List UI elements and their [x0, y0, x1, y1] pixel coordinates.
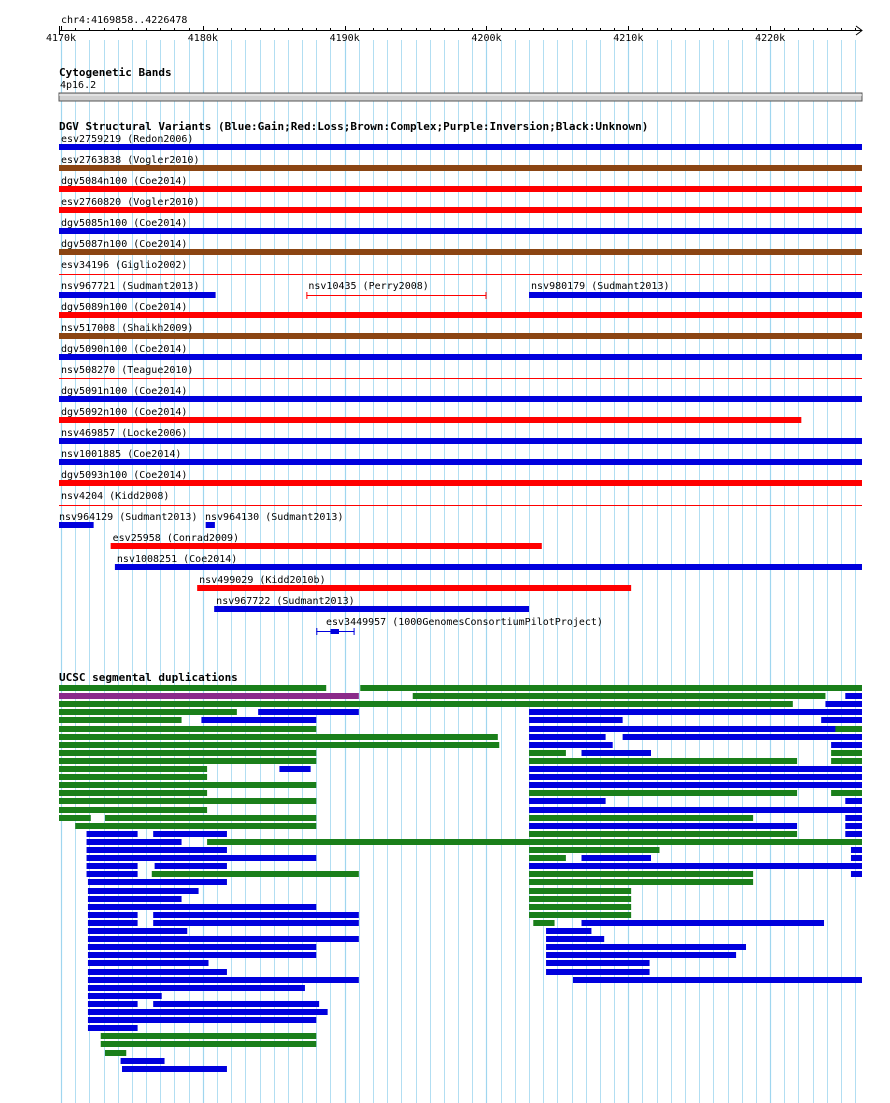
segdup-feature [88, 879, 227, 885]
dgv-feature-label[interactable]: nsv967721 (Sudmant2013) [61, 281, 200, 292]
segdup-feature [88, 912, 138, 918]
segdup-feature [59, 693, 359, 699]
dgv-feature-label[interactable]: dgv5087n100 (Coe2014) [61, 239, 188, 250]
segdup-feature [529, 871, 753, 877]
segdup-feature [279, 766, 310, 772]
location-label: chr4:4169858..4226478 [61, 15, 188, 26]
segdup-feature [845, 815, 862, 821]
segdup-feature [851, 855, 862, 861]
segdup-feature [529, 774, 862, 780]
segdup-feature [88, 969, 227, 975]
segdup-feature [529, 742, 613, 748]
segdup-feature [59, 766, 207, 772]
ruler-tick-label: 4190k [329, 33, 360, 44]
dgv-feature-label[interactable]: nsv4204 (Kidd2008) [61, 491, 170, 502]
segdup-feature [105, 815, 316, 821]
segdup-feature [258, 709, 359, 715]
segdup-feature [546, 969, 650, 975]
segdup-feature [105, 1050, 126, 1056]
segdup-feature [529, 807, 862, 813]
segdup-feature [845, 831, 862, 837]
segdup-feature [546, 928, 591, 934]
segdup-feature [75, 823, 316, 829]
segdup-feature [201, 717, 316, 723]
dgv-feature-label[interactable]: nsv964129 (Sudmant2013) [59, 512, 198, 523]
dgv-feature-label[interactable]: nsv964130 (Sudmant2013) [205, 512, 344, 523]
ruler-tick-label: 4180k [187, 33, 218, 44]
ruler-tick-label: 4220k [755, 33, 786, 44]
segdup-feature [851, 847, 862, 853]
segdup-feature [88, 944, 316, 950]
segdup-feature [59, 798, 316, 804]
dgv-feature-label[interactable]: nsv1008251 (Coe2014) [116, 554, 238, 565]
segdup-feature [59, 790, 207, 796]
dgv-feature-label[interactable]: esv25958 (Conrad2009) [112, 533, 240, 544]
segdup-feature [529, 790, 797, 796]
segdup-feature [546, 960, 650, 966]
dgv-feature-block [330, 629, 339, 634]
segdup-feature [59, 774, 207, 780]
dgv-feature-label[interactable]: esv2760820 (Vogler2010) [61, 197, 200, 208]
segdup-feature [546, 936, 604, 942]
segdup-feature [533, 920, 554, 926]
segdup-feature [835, 726, 862, 732]
segdup-feature [529, 782, 862, 788]
segdup-feature [546, 952, 736, 958]
dgv-feature-label[interactable]: dgv5089n100 (Coe2014) [61, 302, 188, 313]
dgv-feature-label[interactable]: nsv469857 (Locke2006) [61, 428, 188, 439]
segdup-feature [529, 879, 753, 885]
segdup-feature [413, 693, 826, 699]
segdup-feature [831, 750, 862, 756]
cytoband-track-title[interactable]: Cytogenetic Bands [59, 66, 172, 79]
segdup-feature [529, 734, 606, 740]
segdup-feature [59, 742, 499, 748]
segdup-feature [88, 888, 199, 894]
dgv-feature-label[interactable]: dgv5085n100 (Coe2014) [61, 218, 188, 229]
dgv-feature-label[interactable]: dgv5092n100 (Coe2014) [61, 407, 188, 418]
segdup-feature [122, 1066, 227, 1072]
dgv-feature-label[interactable]: dgv5093n100 (Coe2014) [61, 470, 188, 481]
segdup-feature [87, 839, 182, 845]
dgv-feature-label[interactable]: nsv508270 (Teague2010) [61, 365, 194, 376]
segdup-feature [529, 863, 862, 869]
segdup-feature [529, 758, 797, 764]
segdup-feature [87, 831, 138, 837]
segdup-feature [546, 944, 746, 950]
segdup-feature [88, 1001, 138, 1007]
segdup-feature [529, 709, 862, 715]
segdup-feature [59, 685, 326, 691]
segdup-feature [582, 855, 651, 861]
segdup-track-title[interactable]: UCSC segmental duplications [59, 671, 238, 684]
segdup-feature [529, 912, 631, 918]
segdup-feature [88, 896, 182, 902]
segdup-feature [851, 871, 862, 877]
segdup-feature [573, 977, 862, 983]
segdup-feature [529, 823, 797, 829]
segdup-feature [121, 1058, 165, 1064]
dgv-feature-label[interactable]: nsv10435 (Perry2008) [308, 281, 429, 292]
segdup-feature [153, 912, 359, 918]
segdup-feature [529, 831, 797, 837]
segdup-feature [59, 717, 182, 723]
segdup-feature [59, 758, 316, 764]
segdup-feature [59, 815, 91, 821]
segdup-feature [152, 871, 359, 877]
segdup-feature [623, 734, 862, 740]
cytoband-name: 4p16.2 [60, 80, 97, 91]
segdup-feature [88, 952, 316, 958]
dgv-feature-label[interactable]: nsv1001885 (Coe2014) [61, 449, 182, 460]
segdup-feature [529, 815, 753, 821]
dgv-feature-label[interactable]: dgv5090n100 (Coe2014) [61, 344, 188, 355]
segdup-feature [59, 782, 316, 788]
segdup-feature [529, 717, 623, 723]
segdup-feature [582, 750, 651, 756]
segdup-feature [59, 709, 237, 715]
segdup-feature [529, 904, 631, 910]
dgv-feature-label[interactable]: esv2763838 (Vogler2010) [61, 155, 200, 166]
segdup-feature [155, 863, 227, 869]
segdup-feature [88, 920, 138, 926]
segdup-feature [360, 685, 862, 691]
segdup-feature [825, 701, 862, 707]
dgv-feature-label[interactable]: esv34196 (Giglio2002) [61, 260, 188, 271]
segdup-feature [88, 977, 359, 983]
segdup-feature [87, 863, 138, 869]
segdup-feature [831, 742, 862, 748]
segdup-feature [821, 717, 862, 723]
segdup-feature [88, 1009, 328, 1015]
segdup-feature [88, 993, 162, 999]
segdup-feature [88, 904, 316, 910]
segdup-feature [529, 750, 566, 756]
dgv-feature-label[interactable]: nsv980179 (Sudmant2013) [531, 281, 670, 292]
segdup-feature [87, 847, 227, 853]
segdup-feature [88, 1025, 138, 1031]
segdup-feature [59, 734, 498, 740]
segdup-feature [582, 920, 825, 926]
segdup-feature [59, 807, 207, 813]
segdup-feature [88, 1017, 316, 1023]
segdup-feature [153, 831, 227, 837]
segdup-feature [529, 766, 862, 772]
segdup-feature [207, 839, 862, 845]
segdup-feature [153, 920, 359, 926]
segdup-feature [88, 928, 187, 934]
segdup-feature [59, 701, 793, 707]
segdup-feature [59, 726, 316, 732]
segdup-feature [88, 936, 359, 942]
segdup-feature [845, 798, 862, 804]
dgv-feature-label[interactable]: dgv5084n100 (Coe2014) [61, 176, 188, 187]
segdup-feature [529, 888, 631, 894]
dgv-feature-label[interactable]: esv2759219 (Redon2006) [61, 134, 194, 145]
dgv-feature-label[interactable]: esv3449957 (1000GenomesConsortiumPilotProject) [326, 617, 603, 628]
segdup-feature [831, 758, 862, 764]
dgv-feature-label[interactable]: dgv5091n100 (Coe2014) [61, 386, 188, 397]
segdup-feature [88, 985, 305, 991]
segdup-feature [87, 855, 317, 861]
dgv-feature-label[interactable]: nsv499029 (Kidd2010b) [199, 575, 326, 586]
segdup-feature [845, 693, 862, 699]
segdup-feature [101, 1041, 317, 1047]
cytoband-bar [59, 93, 862, 101]
ruler-tick-label: 4200k [471, 33, 502, 44]
segdup-feature [529, 896, 631, 902]
ruler-tick-label: 4170k [45, 33, 77, 44]
dgv-feature-label[interactable]: nsv517008 (Shaikh2009) [61, 323, 194, 334]
segdup-feature [529, 798, 606, 804]
segdup-feature [831, 790, 862, 796]
segdup-feature [59, 750, 316, 756]
segdup-feature [153, 1001, 319, 1007]
segdup-feature [88, 960, 209, 966]
segdup-feature [529, 855, 566, 861]
segdup-feature [87, 871, 138, 877]
ruler-tick-label: 4210k [613, 33, 644, 44]
segdup-feature [529, 847, 659, 853]
dgv-feature-label[interactable]: nsv967722 (Sudmant2013) [216, 596, 355, 607]
segdup-feature [529, 726, 862, 732]
segdup-feature [845, 823, 862, 829]
dgv-track-title[interactable]: DGV Structural Variants (Blue:Gain;Red:Loss;Brown:Complex;Purple:Inversion;Black:Unknown) [59, 120, 649, 133]
segdup-feature [101, 1033, 317, 1039]
